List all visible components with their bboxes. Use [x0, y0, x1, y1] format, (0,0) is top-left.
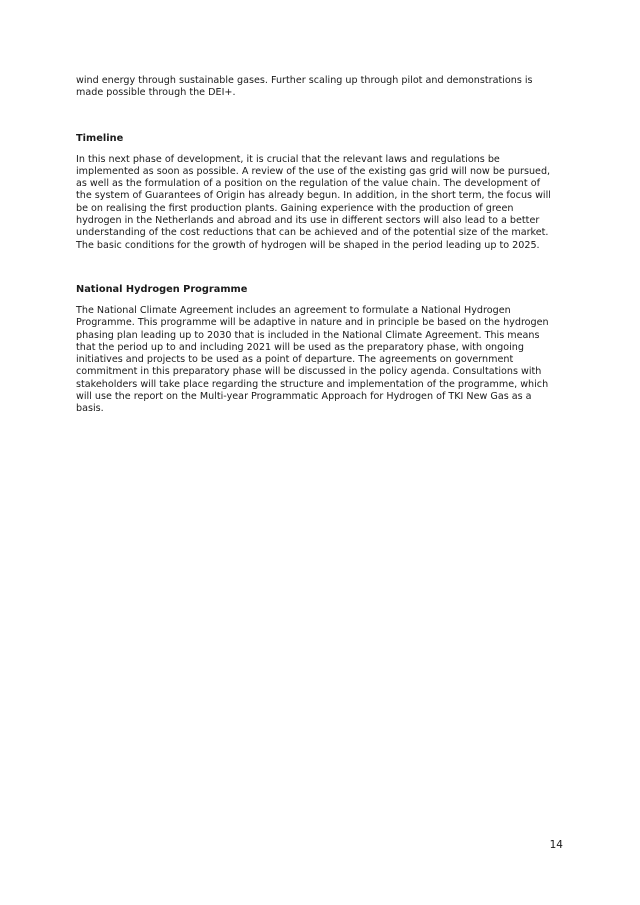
intro-paragraph: wind energy through sustainable gases. Further scaling up through pilot and demonstrations is made possible through the DEI+. [76, 75, 533, 99]
section-heading-national-hydrogen-programme: National Hydrogen Programme [76, 283, 248, 295]
section-body-timeline: In this next phase of development, it is crucial that the relevant laws and regulations be implemented as soon as possible. A review of the use of the existing gas grid will now be pursued, as well as the formulation of a position on the regulation of the value chain. The development of the system of Guarantees of Origin has already begun. In addition, in the short term, the focus will be on realising the first production plants. Gaining experience with the production of green hydrogen in the Netherlands and abroad and its use in different sectors will also lead to a better understanding of the cost reductions that can be achieved and of the potential size of the market. The basic conditions for the growth of hydrogen will be shaped in the period leading up to 2025. [76, 153, 551, 251]
page-number: 14 [549, 839, 563, 851]
section-heading-timeline: Timeline [76, 132, 124, 144]
document-page [76, 75, 564, 416]
section-body-national-hydrogen-programme: The National Climate Agreement includes an agreement to formulate a National Hydrogen Programme. This programme will be adaptive in nature and in principle be based on the hydrogen phasing plan leading up to 2030 that is included in the National Climate Agreement. This means that the period up to and including 2021 will be used as the preparatory phase, with ongoing initiatives and projects to be used as a point of departure. The agreements on government commitment in this preparatory phase will be discussed in the policy agenda. Consultations with stakeholders will take place regarding the structure and implementation of the programme, which will use the report on the Multi-year Programmatic Approach for Hydrogen of TKI New Gas as a basis. [76, 304, 549, 415]
